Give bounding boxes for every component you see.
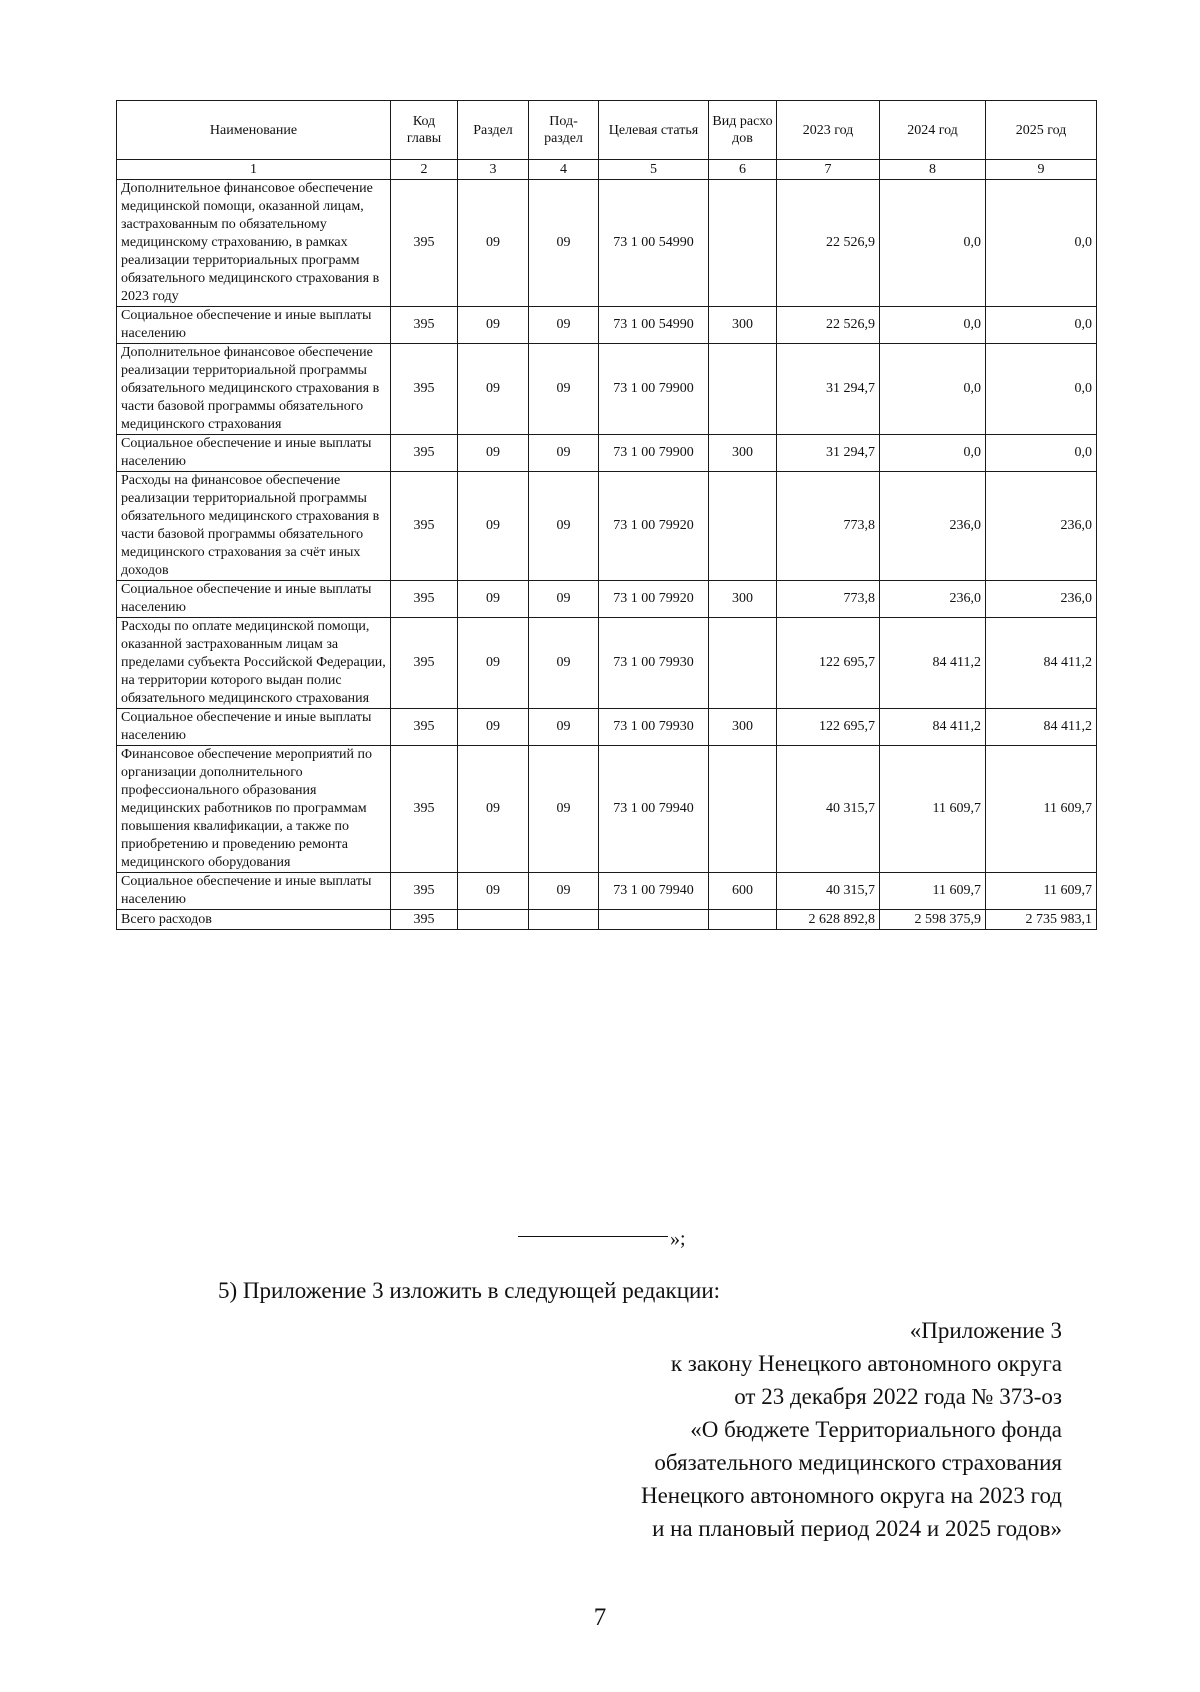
row-2025: 0,0 [986, 344, 1097, 435]
row-2025: 11 609,7 [986, 873, 1097, 910]
column-number: 2 [391, 160, 458, 180]
row-name: Расходы на финансовое обеспечение реализации территориальной программы обязательного медицинского страхования в части базовой программы обязательного медицинского страхования за счёт иных доходов [117, 472, 391, 581]
row-2023: 40 315,7 [777, 746, 880, 873]
total-empty-cell [529, 910, 599, 930]
row-2025: 236,0 [986, 472, 1097, 581]
header-code: Код главы [391, 101, 458, 160]
total-label: Всего расходов [117, 910, 391, 930]
row-2024: 11 609,7 [880, 746, 986, 873]
row-2024: 84 411,2 [880, 709, 986, 746]
table-row [117, 873, 1097, 910]
row-2023: 773,8 [777, 472, 880, 581]
row-section: 09 [458, 873, 529, 910]
row-name: Социальное обеспечение и иные выплаты населению [117, 709, 391, 746]
appendix-line: от 23 декабря 2022 года № 373-оз [734, 1384, 1062, 1409]
row-target: 73 1 00 79920 [599, 472, 709, 581]
row-target: 73 1 00 79930 [599, 618, 709, 709]
row-section: 09 [458, 709, 529, 746]
row-code: 395 [391, 307, 458, 344]
table-row [117, 472, 1097, 581]
row-subsection: 09 [529, 307, 599, 344]
row-name: Социальное обеспечение и иные выплаты населению [117, 581, 391, 618]
row-2025: 0,0 [986, 180, 1097, 307]
row-type [709, 472, 777, 581]
column-number: 4 [529, 160, 599, 180]
row-section: 09 [458, 307, 529, 344]
row-code: 395 [391, 435, 458, 472]
row-name: Расходы по оплате медицинской помощи, оказанной застрахованным лицам за пределами субъекта Российской Федерации, на территории которого выдан полис обязательного медицинского страхования [117, 618, 391, 709]
row-2025: 84 411,2 [986, 618, 1097, 709]
column-number: 1 [117, 160, 391, 180]
header-row [117, 101, 1097, 160]
row-2024: 0,0 [880, 307, 986, 344]
table-row [117, 307, 1097, 344]
row-code: 395 [391, 709, 458, 746]
table-row [117, 746, 1097, 873]
row-2024: 0,0 [880, 435, 986, 472]
total-2024: 2 598 375,9 [880, 910, 986, 930]
row-code: 395 [391, 618, 458, 709]
row-target: 73 1 00 54990 [599, 307, 709, 344]
row-code: 395 [391, 746, 458, 873]
column-number: 6 [709, 160, 777, 180]
table-row [117, 581, 1097, 618]
row-section: 09 [458, 581, 529, 618]
table-row [117, 180, 1097, 307]
header-2023: 2023 год [777, 101, 880, 160]
row-2023: 122 695,7 [777, 618, 880, 709]
row-name: Дополнительное финансовое обеспечение медицинской помощи, оказанной лицам, застрахованным по обязательному медицинскому страхованию, в рамках реализации территориальных программ обязательного медицинского страхования в 2023 году [117, 180, 391, 307]
appendix-line: «О бюджете Территориального фонда [690, 1417, 1062, 1442]
appendix-heading [641, 1314, 1062, 1545]
row-2023: 31 294,7 [777, 344, 880, 435]
row-code: 395 [391, 581, 458, 618]
row-2023: 22 526,9 [777, 307, 880, 344]
total-code: 395 [391, 910, 458, 930]
row-2023: 31 294,7 [777, 435, 880, 472]
page-number: 7 [593, 1604, 607, 1631]
row-subsection: 09 [529, 618, 599, 709]
row-type: 300 [709, 307, 777, 344]
column-number: 9 [986, 160, 1097, 180]
appendix-line: к закону Ненецкого автономного округа [670, 1351, 1062, 1376]
total-empty-cell [458, 910, 529, 930]
appendix-line: и на плановый период 2024 и 2025 годов» [652, 1516, 1062, 1541]
row-subsection: 09 [529, 746, 599, 873]
row-type [709, 746, 777, 873]
row-subsection: 09 [529, 709, 599, 746]
row-code: 395 [391, 472, 458, 581]
row-section: 09 [458, 746, 529, 873]
row-name: Социальное обеспечение и иные выплаты населению [117, 307, 391, 344]
row-2025: 11 609,7 [986, 746, 1097, 873]
row-2024: 236,0 [880, 581, 986, 618]
total-row [117, 910, 1097, 930]
row-code: 395 [391, 873, 458, 910]
appendix-line: обязательного медицинского страхования [654, 1450, 1062, 1475]
row-name: Финансовое обеспечение мероприятий по организации дополнительного профессионального образования медицинских работников по программам повышения квалификации, а также по приобретению и проведению ремонта медицинского оборудования [117, 746, 391, 873]
column-number: 7 [777, 160, 880, 180]
row-section: 09 [458, 435, 529, 472]
column-number: 5 [599, 160, 709, 180]
column-number: 3 [458, 160, 529, 180]
row-subsection: 09 [529, 435, 599, 472]
total-2023: 2 628 892,8 [777, 910, 880, 930]
header-2024: 2024 год [880, 101, 986, 160]
row-section: 09 [458, 618, 529, 709]
row-2025: 0,0 [986, 307, 1097, 344]
header-2025: 2025 год [986, 101, 1097, 160]
header-type: Вид расхо дов [709, 101, 777, 160]
row-2024: 11 609,7 [880, 873, 986, 910]
table-row [117, 344, 1097, 435]
row-section: 09 [458, 180, 529, 307]
closing-mark: »; [670, 1228, 686, 1250]
row-section: 09 [458, 344, 529, 435]
appendix-line: «Приложение 3 [909, 1318, 1062, 1343]
row-2023: 773,8 [777, 581, 880, 618]
row-2025: 236,0 [986, 581, 1097, 618]
budget-table [116, 100, 1097, 930]
row-type: 300 [709, 581, 777, 618]
row-subsection: 09 [529, 581, 599, 618]
row-2025: 84 411,2 [986, 709, 1097, 746]
row-subsection: 09 [529, 873, 599, 910]
total-empty-cell [709, 910, 777, 930]
row-2024: 84 411,2 [880, 618, 986, 709]
row-2024: 236,0 [880, 472, 986, 581]
header-section: Раздел [458, 101, 529, 160]
row-type [709, 618, 777, 709]
table-row [117, 618, 1097, 709]
total-empty-cell [599, 910, 709, 930]
row-type [709, 344, 777, 435]
row-type [709, 180, 777, 307]
row-2024: 0,0 [880, 344, 986, 435]
appendix-line: Ненецкого автономного округа на 2023 год [640, 1483, 1062, 1508]
column-number: 8 [880, 160, 986, 180]
row-2024: 0,0 [880, 180, 986, 307]
header-name: Наименование [117, 101, 391, 160]
header-subsection: Под- раздел [529, 101, 599, 160]
total-2025: 2 735 983,1 [986, 910, 1097, 930]
row-target: 73 1 00 79920 [599, 581, 709, 618]
row-name: Социальное обеспечение и иные выплаты населению [117, 873, 391, 910]
row-subsection: 09 [529, 344, 599, 435]
row-2025: 0,0 [986, 435, 1097, 472]
row-target: 73 1 00 79900 [599, 344, 709, 435]
row-type: 600 [709, 873, 777, 910]
row-2023: 122 695,7 [777, 709, 880, 746]
row-2023: 22 526,9 [777, 180, 880, 307]
row-name: Дополнительное финансовое обеспечение реализации территориальной программы обязательного медицинского страхования в части базовой программы обязательного медицинского страхования [117, 344, 391, 435]
amendment-paragraph: 5) Приложение 3 изложить в следующей редакции: [218, 1278, 721, 1303]
row-name: Социальное обеспечение и иные выплаты населению [117, 435, 391, 472]
row-subsection: 09 [529, 180, 599, 307]
row-type: 300 [709, 709, 777, 746]
row-target: 73 1 00 79930 [599, 709, 709, 746]
column-number-row [117, 160, 1097, 180]
row-section: 09 [458, 472, 529, 581]
row-code: 395 [391, 344, 458, 435]
row-target: 73 1 00 79940 [599, 873, 709, 910]
closing-underline [518, 1236, 668, 1237]
row-subsection: 09 [529, 472, 599, 581]
row-2023: 40 315,7 [777, 873, 880, 910]
row-target: 73 1 00 79940 [599, 746, 709, 873]
table-row [117, 435, 1097, 472]
row-code: 395 [391, 180, 458, 307]
row-type: 300 [709, 435, 777, 472]
header-target: Целевая статья [599, 101, 709, 160]
table-row [117, 709, 1097, 746]
row-target: 73 1 00 54990 [599, 180, 709, 307]
row-target: 73 1 00 79900 [599, 435, 709, 472]
